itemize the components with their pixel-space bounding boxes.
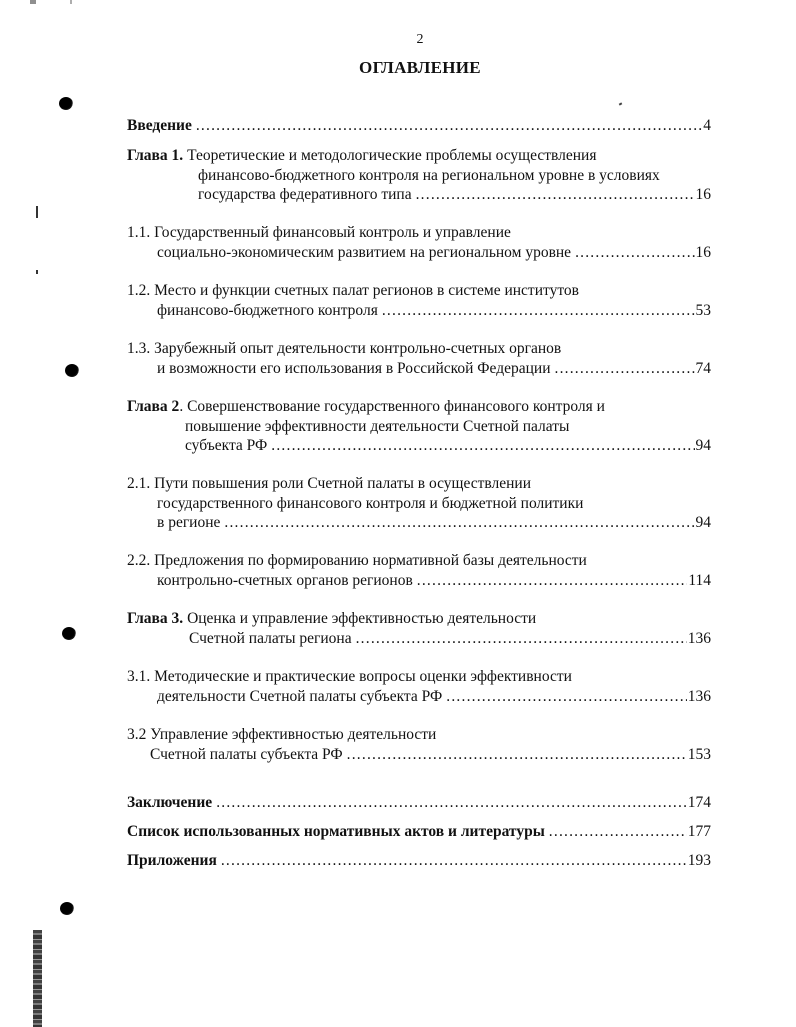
dot-leader	[221, 851, 687, 871]
toc-page-number: 193	[687, 852, 711, 869]
toc-entry-section-3-1[interactable]	[127, 667, 711, 706]
scan-edge-left	[33, 930, 42, 1027]
dot-leader	[446, 687, 686, 707]
toc-entry-label: финансово-бюджетного контроля	[157, 301, 378, 319]
toc-page-number: 16	[695, 186, 711, 203]
toc-entry-label: 2.1. Пути повышения роли Счетной палаты в осуществлении	[127, 475, 532, 492]
chapter-prefix: Глава 1.	[127, 147, 184, 164]
toc-entry-chapter-1[interactable]	[127, 146, 711, 205]
toc-entry-label: 3.2 Управление эффективностью деятельности	[127, 726, 437, 743]
chapter-prefix: Глава 2	[127, 398, 180, 415]
dot-leader	[347, 745, 687, 765]
chapter-prefix: Глава 3.	[127, 610, 184, 627]
toc-entry-label: 2.2. Предложения по формированию нормативной базы деятельности	[127, 552, 587, 569]
toc-page-number: 177	[687, 823, 711, 840]
toc-entry-label: 1.3. Зарубежный опыт деятельности контрольно-счетных органов	[127, 340, 562, 357]
toc-entry-section-2-2[interactable]	[127, 551, 711, 590]
scan-tick	[36, 206, 38, 218]
dot-leader	[356, 629, 687, 649]
toc-entry-label: Введение	[127, 117, 192, 134]
toc-entry-appendix[interactable]	[127, 851, 711, 871]
toc-entry-label: Счетной палаты региона	[189, 629, 352, 647]
scan-tick	[36, 270, 38, 274]
toc-page-number: 94	[695, 437, 711, 454]
dot-leader	[382, 301, 695, 321]
punch-hole-icon	[60, 902, 74, 915]
toc-entry-chapter-2[interactable]	[127, 397, 711, 456]
dot-leader	[575, 243, 694, 263]
toc-entry-label: Список использованных нормативных актов и литературы	[127, 823, 545, 840]
toc-entry-label: 1.2. Место и функции счетных палат регионов в системе институтов	[127, 282, 579, 299]
toc-entry-label: государства федеративного типа	[198, 186, 412, 203]
toc-page-number: 4	[703, 117, 711, 134]
toc-entry-label: финансово-бюджетного контроля на региональном уровне в условиях	[198, 166, 660, 184]
dot-leader	[271, 436, 694, 456]
toc-entry-label: в регионе	[157, 514, 221, 531]
toc-entry-section-2-1[interactable]	[127, 474, 711, 533]
toc-page-number: 94	[695, 514, 711, 531]
toc-entry-conclusion[interactable]	[127, 793, 711, 813]
dot-leader	[555, 359, 695, 379]
toc-entry-label: 1.1. Государственный финансовый контроль и управление	[127, 224, 511, 241]
dot-leader	[224, 513, 694, 533]
dot-leader	[196, 116, 702, 136]
toc-entry-label: Заключение	[127, 794, 213, 811]
toc-page-number: 16	[695, 243, 711, 261]
toc-entry-label: повышение эффективности деятельности Счетной палаты	[185, 417, 570, 435]
toc-entry-label: социально-экономическим развитием на региональном уровне	[157, 243, 572, 261]
toc-entry-label: деятельности Счетной палаты субъекта РФ	[157, 687, 443, 705]
toc-entry-section-3-2[interactable]	[127, 725, 711, 764]
toc-entry-label: контрольно-счетных органов регионов	[157, 571, 413, 589]
toc-entry-label: и возможности его использования в Российской Федерации	[157, 359, 551, 377]
dot-leader	[417, 571, 688, 591]
toc-entry-label: Теоретические и методологические проблемы осуществления	[187, 147, 597, 164]
toc-entry-label: 3.1. Методические и практические вопросы оценки эффективности	[127, 668, 572, 685]
toc-entry-section-1-1[interactable]	[127, 223, 711, 262]
toc-entry-label: . Совершенствование государственного финансового контроля и	[179, 398, 605, 415]
toc-page-number: 53	[695, 301, 711, 319]
punch-hole-icon	[65, 364, 79, 377]
scan-speck	[619, 102, 623, 105]
punch-hole-icon	[62, 627, 76, 640]
toc-entry-chapter-3[interactable]	[127, 609, 711, 648]
dot-leader	[416, 185, 695, 205]
scan-edge-top	[30, 0, 770, 4]
toc-page-number: 136	[687, 687, 711, 705]
toc-page-number: 136	[687, 629, 711, 647]
page-title: ОГЛАВЛЕНИЕ	[359, 58, 481, 77]
dot-leader	[549, 822, 687, 842]
toc-entry-label: Приложения	[127, 852, 217, 869]
toc-entry-section-1-2[interactable]	[127, 281, 711, 320]
toc-entry-label: субъекта РФ	[185, 437, 268, 454]
dot-leader	[216, 793, 687, 813]
toc-entry-label: государственного финансового контроля и бюджетной политики	[157, 494, 584, 512]
toc-page-number: 114	[688, 571, 711, 589]
toc-entry-label: Оценка и управление эффективностью деятельности	[187, 610, 537, 627]
toc-page-number: 74	[695, 359, 711, 377]
toc-page-number: 153	[687, 745, 711, 763]
punch-hole-icon	[59, 97, 73, 110]
toc-entry-section-1-3[interactable]	[127, 339, 711, 378]
toc-page-number: 174	[687, 794, 711, 811]
toc-entry-label: Счетной палаты субъекта РФ	[150, 745, 343, 763]
page-number: 2	[416, 32, 424, 47]
toc-entry-references[interactable]	[127, 822, 711, 842]
toc-entry-introduction[interactable]	[127, 116, 711, 136]
